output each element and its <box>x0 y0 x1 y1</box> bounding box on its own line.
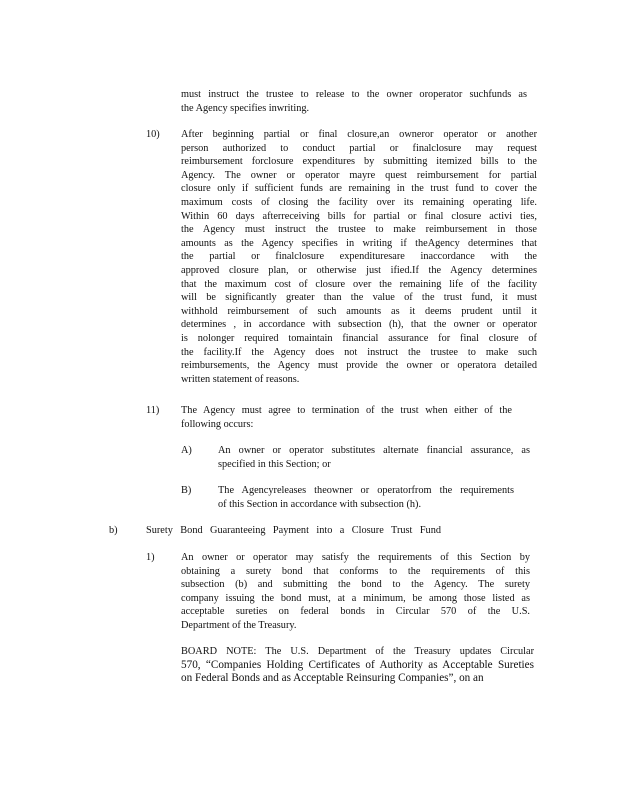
text-line: BOARD NOTE: The U.S. Department of the Treasury updates Circular <box>181 646 534 657</box>
text-line: 570, “Companies Holding Certificates of Authority as Acceptable Sureties <box>181 658 534 671</box>
item-10-label: 10) <box>146 129 160 140</box>
text-line: company issuing the bond must, at a minimum, be among those listed as <box>181 592 530 604</box>
text-line: An owner or operator substitutes alternate financial assurance, as <box>218 445 530 456</box>
item-11b-label: B) <box>181 485 192 496</box>
text-line: the Agency must instruct the trustee to make reimbursement in those <box>181 224 537 236</box>
text-line: reimbursements, the Agency must provide the owner or operatora detailed <box>181 360 537 372</box>
text-line: The Agencyreleases theowner or operatorfrom the requirements <box>218 485 514 496</box>
text-line: amounts as the Agency specifies in writing if theAgency determines that <box>181 237 537 249</box>
text-line: Within 60 days afterreceiving bills for partial or final closure activi ties, <box>181 210 537 222</box>
text-line: reimbursement forclosure expenditures by submitting itemized bills to the <box>181 156 537 168</box>
item-10-paragraph <box>181 128 537 386</box>
text-line: that the maximum cost of closure over the remaining life of the facility <box>181 278 537 290</box>
intro-paragraph <box>181 88 527 115</box>
text-line: maximum costs of closing the facility over its remaining operating life. <box>181 196 537 208</box>
text-line: After beginning partial or final closure,an owneror operator or another <box>181 129 537 140</box>
text-line: following occurs: <box>181 418 254 430</box>
text-line: will be significantly greater than the value of the trust fund, it must <box>181 292 537 304</box>
item-11-paragraph <box>181 404 512 431</box>
item-11a-label: A) <box>181 445 192 456</box>
text-line: of this Section in accordance with subsection (h). <box>218 498 422 510</box>
text-line: person authorized to conduct partial or finalclosure may request <box>181 142 537 154</box>
text-line: Surety Bond Guaranteeing Payment into a Closure Trust Fund <box>146 525 441 536</box>
text-line: obtaining a surety bond that conforms to the requirements of this <box>181 565 530 577</box>
text-line: must instruct the trustee to release to the owner oroperator suchfunds as <box>181 89 527 100</box>
text-line: approved closure plan, or otherwise just ified.If the Agency determines <box>181 264 537 276</box>
text-line: the partial or finalclosure expendituresare inaccordance with the <box>181 251 537 263</box>
text-line: specified in this Section; or <box>218 458 331 470</box>
item-11a-paragraph <box>218 444 530 471</box>
item-11-label: 11) <box>146 405 160 416</box>
text-line: is nolonger required tomaintain financial assurance for final closure of <box>181 332 537 344</box>
board-note <box>181 645 534 686</box>
text-line: the Agency specifies inwriting. <box>181 102 310 114</box>
text-line: closure only if sufficient funds are remaining in the trust fund to cover the <box>181 183 537 195</box>
section-b-label: b) <box>109 525 118 536</box>
text-line: on Federal Bonds and as Acceptable Reinsuring Companies”, on an <box>181 672 484 685</box>
item-1-paragraph <box>181 551 530 633</box>
text-line: determines , in accordance with subsection (h), that the owner or operator <box>181 319 537 331</box>
text-line: withhold reimbursement of such amounts as it deems prudent until it <box>181 305 537 317</box>
text-line: the facility.If the Agency does not instruct the trustee to make such <box>181 346 537 358</box>
item-11b-paragraph <box>218 484 514 511</box>
text-line: acceptable sureties on federal bonds in Circular 570 of the U.S. <box>181 606 530 618</box>
text-line: written statement of reasons. <box>181 373 300 385</box>
text-line: Department of the Treasury. <box>181 619 297 631</box>
text-line: An owner or operator may satisfy the requirements of this Section by <box>181 552 530 563</box>
text-line: subsection (b) and submitting the bond to the Agency. The surety <box>181 579 530 591</box>
text-line: Agency. The owner or operator mayre quest reimbursement for partial <box>181 169 537 181</box>
text-line: The Agency must agree to termination of the trust when either of the <box>181 405 512 416</box>
section-b-heading <box>146 524 441 538</box>
item-1-label: 1) <box>146 552 155 563</box>
